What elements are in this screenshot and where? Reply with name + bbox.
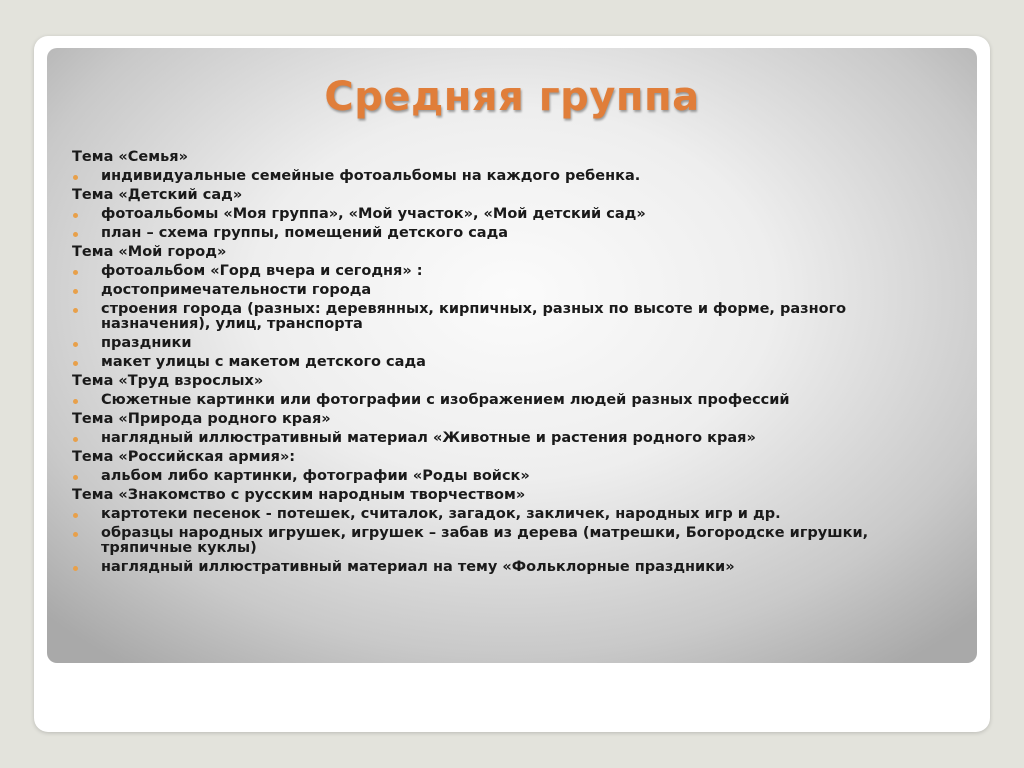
bullet-text: наглядный иллюстративный материал на тему «Фольклорные праздники» [101, 559, 735, 575]
bullet-dot-icon [73, 361, 78, 366]
slide-title: Средняя группа [324, 74, 700, 120]
bullet-dot-icon [73, 175, 78, 180]
bullet-item [72, 560, 942, 575]
bullet-text: фотоальбомы «Моя группа», «Мой участок», «Мой детский сад» [101, 206, 646, 222]
topic-text: Тема «Знакомство с русским народным творчеством» [72, 487, 526, 503]
bullet-item [72, 355, 942, 370]
topic-line [72, 412, 942, 427]
bullet-item [72, 169, 942, 184]
bullet-dot-icon [73, 213, 78, 218]
bullet-dot-icon [73, 475, 78, 480]
bullet-item [72, 302, 942, 332]
bullet-dot-icon [73, 399, 78, 404]
bullet-dot-icon [73, 513, 78, 518]
topic-text: Тема «Семья» [72, 149, 188, 165]
bullet-text: картотеки песенок - потешек, считалок, загадок, закличек, народных игр и др. [101, 506, 781, 522]
bullet-dot-icon [73, 232, 78, 237]
bullet-text: строения города (разных: деревянных, кирпичных, разных по высоте и форме, разного назначения), улиц, транспорта [101, 301, 847, 332]
bullet-dot-icon [73, 289, 78, 294]
topic-line [72, 150, 942, 165]
topic-text: Тема «Природа родного края» [72, 411, 331, 427]
bullet-dot-icon [73, 437, 78, 442]
bullet-text: фотоальбом «Горд вчера и сегодня» : [101, 263, 423, 279]
bullet-item [72, 336, 942, 351]
bullet-text: план – схема группы, помещений детского сада [101, 225, 509, 241]
bullet-text: индивидуальные семейные фотоальбомы на каждого ребенка. [101, 168, 641, 184]
bullet-text: альбом либо картинки, фотографии «Роды войск» [101, 468, 530, 484]
topic-line [72, 374, 942, 389]
bullet-text: праздники [101, 335, 192, 351]
bullet-dot-icon [73, 308, 78, 313]
topic-text: Тема «Мой город» [72, 244, 227, 260]
bullet-item [72, 526, 942, 556]
bullet-text: образцы народных игрушек, игрушек – забав из дерева (матрешки, Богородске игрушки, тряпичные куклы) [101, 525, 869, 556]
topic-text: Тема «Российская армия»: [72, 449, 296, 465]
bullet-text: макет улицы с макетом детского сада [101, 354, 426, 370]
bullet-item [72, 507, 942, 522]
bullet-item [72, 283, 942, 298]
bullet-item [72, 431, 942, 446]
bullet-text: достопримечательности города [101, 282, 372, 298]
topic-line [72, 188, 942, 203]
bullet-item [72, 469, 942, 484]
bullet-item [72, 393, 942, 408]
bullet-dot-icon [73, 342, 78, 347]
topic-line [72, 245, 942, 260]
topic-line [72, 450, 942, 465]
bullet-dot-icon [73, 532, 78, 537]
topic-line [72, 488, 942, 503]
bullet-item [72, 264, 942, 279]
topic-text: Тема «Детский сад» [72, 187, 243, 203]
topic-text: Тема «Труд взрослых» [72, 373, 264, 389]
bullet-dot-icon [73, 566, 78, 571]
bullet-text: наглядный иллюстративный материал «Животные и растения родного края» [101, 430, 756, 446]
bullet-dot-icon [73, 270, 78, 275]
bullet-text: Сюжетные картинки или фотографии с изображением людей разных профессий [101, 392, 790, 408]
bullet-item [72, 226, 942, 241]
bullet-item [72, 207, 942, 222]
slide-content [72, 150, 942, 579]
